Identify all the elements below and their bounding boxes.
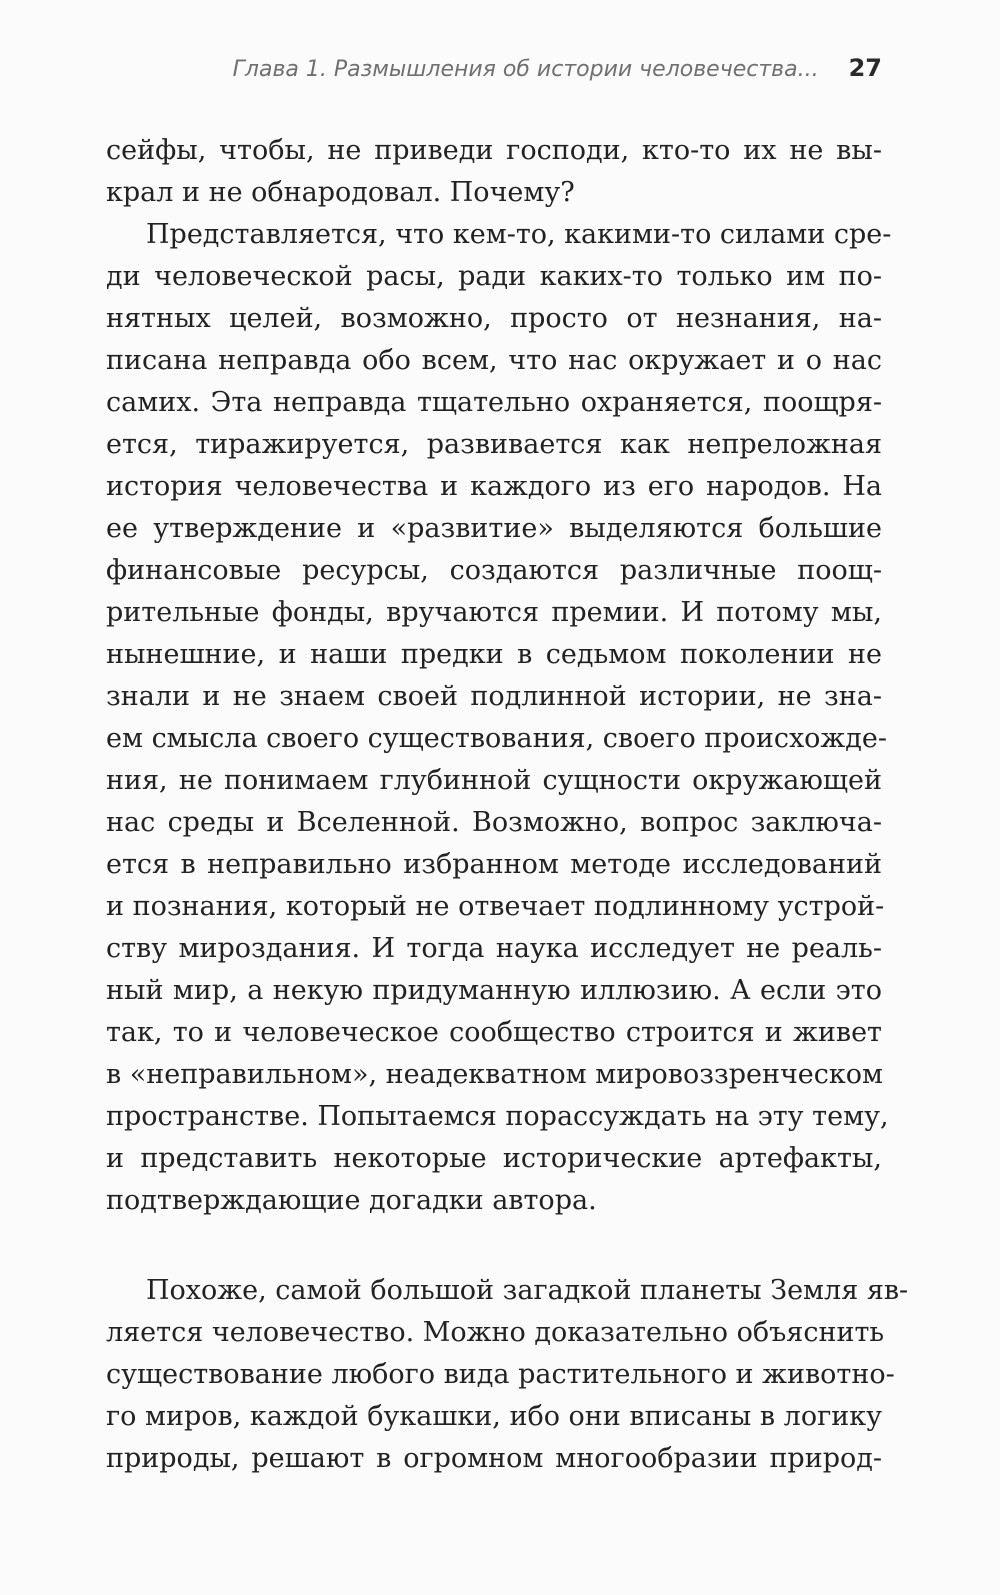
text-line: ем смысла своего существования, своего происхожде-	[106, 723, 887, 754]
text-line: ный мир, а некую придуманную иллюзию. А если это	[106, 975, 882, 1006]
text-line: рительные фонды, вручаются премии. И потому мы,	[106, 597, 882, 628]
running-head	[106, 54, 882, 82]
text-line: и представить некоторые исторические артефакты,	[106, 1143, 882, 1174]
text-line: Представляется, что кем-то, какими-то силами сре-	[146, 219, 892, 250]
page-number: 27	[848, 54, 882, 82]
text-line: ния, не понимаем глубинной сущности окружающей	[106, 765, 882, 796]
text-line: ется в неправильно избранном методе исследований	[106, 849, 882, 880]
running-title: Глава 1. Размышления об истории человечества...	[232, 57, 819, 82]
text-line: го миров, каждой букашки, ибо они вписаны в логику	[106, 1401, 882, 1432]
text-line: писана неправда обо всем, что нас окружает и о нас	[106, 345, 882, 376]
text-line: в «неправильном», неадекватном мировоззренческом	[106, 1059, 884, 1090]
text-line: ству мироздания. И тогда наука исследует не реаль-	[106, 933, 882, 964]
text-line: существование любого вида растительного и животно-	[106, 1359, 895, 1390]
text-line: сейфы, чтобы, не приведи господи, кто-то их не вы-	[106, 135, 882, 166]
text-line: ее утверждение и «развитие» выделяются большие	[106, 513, 882, 544]
text-line: Похоже, самой большой загадкой планеты Земля яв-	[146, 1275, 909, 1306]
text-line: пространстве. Попытаемся порассуждать на эту тему,	[106, 1101, 889, 1132]
text-line: и познания, который не отвечает подлинному устрой-	[106, 891, 885, 922]
text-line: подтверждающие догадки автора.	[106, 1185, 597, 1216]
text-line: ется, тиражируется, развивается как непреложная	[106, 429, 882, 460]
text-line: крал и не обнародовал. Почему?	[106, 177, 575, 208]
text-line: ди человеческой расы, ради каких-то только им по-	[106, 261, 882, 292]
text-line: так, то и человеческое сообщество строится и живет	[106, 1017, 882, 1048]
text-line: нынешние, и наши предки в седьмом поколении не	[106, 639, 882, 670]
text-line: самих. Эта неправда тщательно охраняется, поощря-	[106, 387, 882, 418]
text-line: природы, решают в огромном многообразии природ-	[106, 1443, 882, 1474]
text-line: история человечества и каждого из его народов. На	[106, 471, 882, 502]
text-line: нас среды и Вселенной. Возможно, вопрос заключа-	[106, 807, 882, 838]
text-line: знали и не знаем своей подлинной истории, не зна-	[106, 681, 882, 712]
text-line: финансовые ресурсы, создаются различные поощ-	[106, 555, 882, 586]
text-line: ляется человечество. Можно доказательно объяснить	[106, 1317, 885, 1348]
text-line: нятных целей, возможно, просто от незнания, на-	[106, 303, 882, 334]
